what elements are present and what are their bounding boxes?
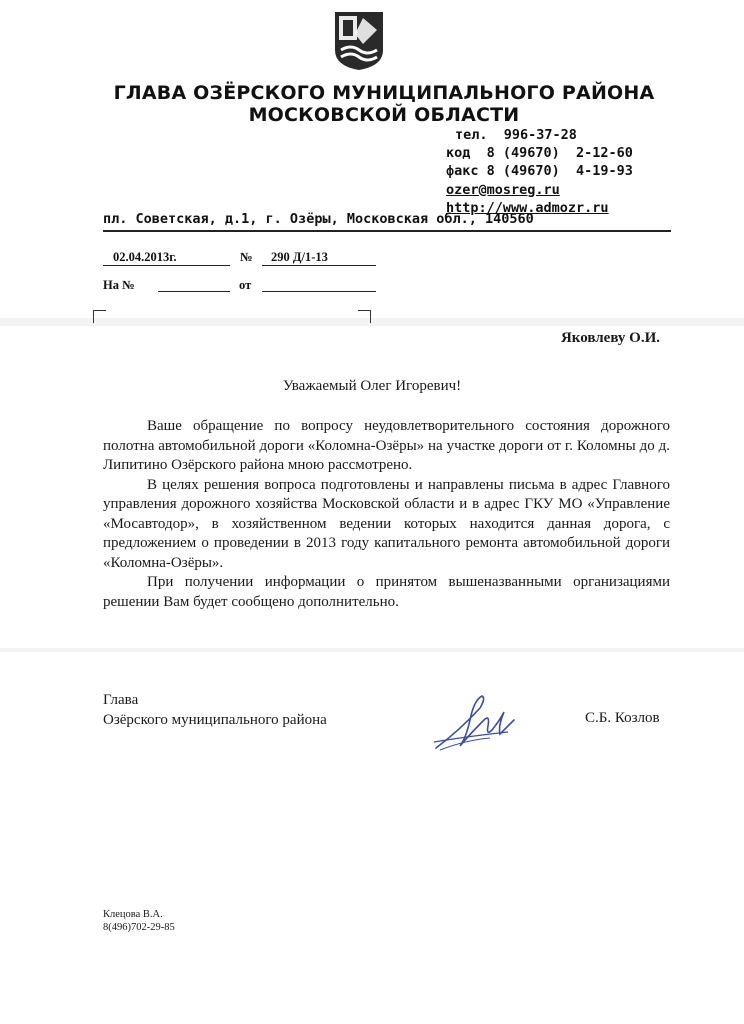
fax: факс 8 (49670) 4-19-93	[446, 163, 633, 180]
from-label: от	[239, 278, 252, 292]
website-link[interactable]: http://www.admozr.ru	[446, 199, 609, 216]
position-line1: Глава	[103, 692, 139, 708]
address: пл. Советская, д.1, г. Озёры, Московская обл., 140560	[103, 211, 534, 227]
letter-number: 290 Д/1-13	[271, 250, 328, 264]
handwritten-signature	[430, 690, 520, 754]
executor-info	[103, 908, 175, 934]
letter-body	[103, 417, 670, 612]
position-line2: Озёрского муниципального района	[103, 712, 327, 728]
signer-name: С.Б. Козлов	[585, 710, 660, 726]
org-title-line2: МОСКОВСКОЙ ОБЛАСТИ	[248, 104, 520, 126]
header-divider	[103, 230, 671, 232]
executor-name: Клецова В.А.	[103, 909, 163, 920]
contact-block	[446, 126, 633, 217]
date-underline	[103, 265, 230, 266]
address-corner-right	[358, 310, 371, 323]
executor-phone: 8(496)702-29-85	[103, 922, 175, 933]
address-corner-left	[93, 310, 106, 323]
from-underline	[262, 291, 376, 292]
email-link[interactable]: ozer@mosreg.ru	[446, 181, 560, 198]
signer-position	[103, 690, 327, 730]
paragraph: Ваше обращение по вопросу неудовлетворительного состояния дорожного полотна автомобильной дороги «Коломна-Озёры» на участке дороги от г. Коломны до д. Липитино Озёрского района мною рассмотрено.	[103, 418, 670, 473]
coat-of-arms-icon	[333, 10, 385, 72]
phone-code: код 8 (49670) 2-12-60	[446, 145, 633, 162]
ref-label: На №	[103, 278, 135, 292]
scan-shadow	[0, 648, 744, 652]
number-label: №	[240, 250, 253, 264]
ref-underline	[158, 291, 230, 292]
recipient: Яковлеву О.И.	[560, 330, 660, 346]
paragraph: В целях решения вопроса подготовлены и направлены письма в адрес Главного управления дорожного хозяйства Московской области и в адрес ГКУ МО «Управление «Мосавтодор», в хозяйственном ведении которых находится данная дорога, с предложением о проведении в 2013 году капитального ремонта автомобильной дороги «Коломна-Озёры».	[103, 476, 670, 571]
salutation: Уважаемый Олег Игоревич!	[282, 378, 462, 394]
org-title-line1: ГЛАВА ОЗЁРСКОГО МУНИЦИПАЛЬНОГО РАЙОНА	[113, 82, 655, 104]
scan-shadow	[0, 318, 744, 326]
phone: тел. 996-37-28	[455, 127, 577, 143]
number-underline	[262, 265, 376, 266]
paragraph: При получении информации о принятом вышеназванными организациями решении Вам будет сообщено дополнительно.	[103, 574, 670, 610]
letter-date: 02.04.2013г.	[113, 250, 177, 264]
